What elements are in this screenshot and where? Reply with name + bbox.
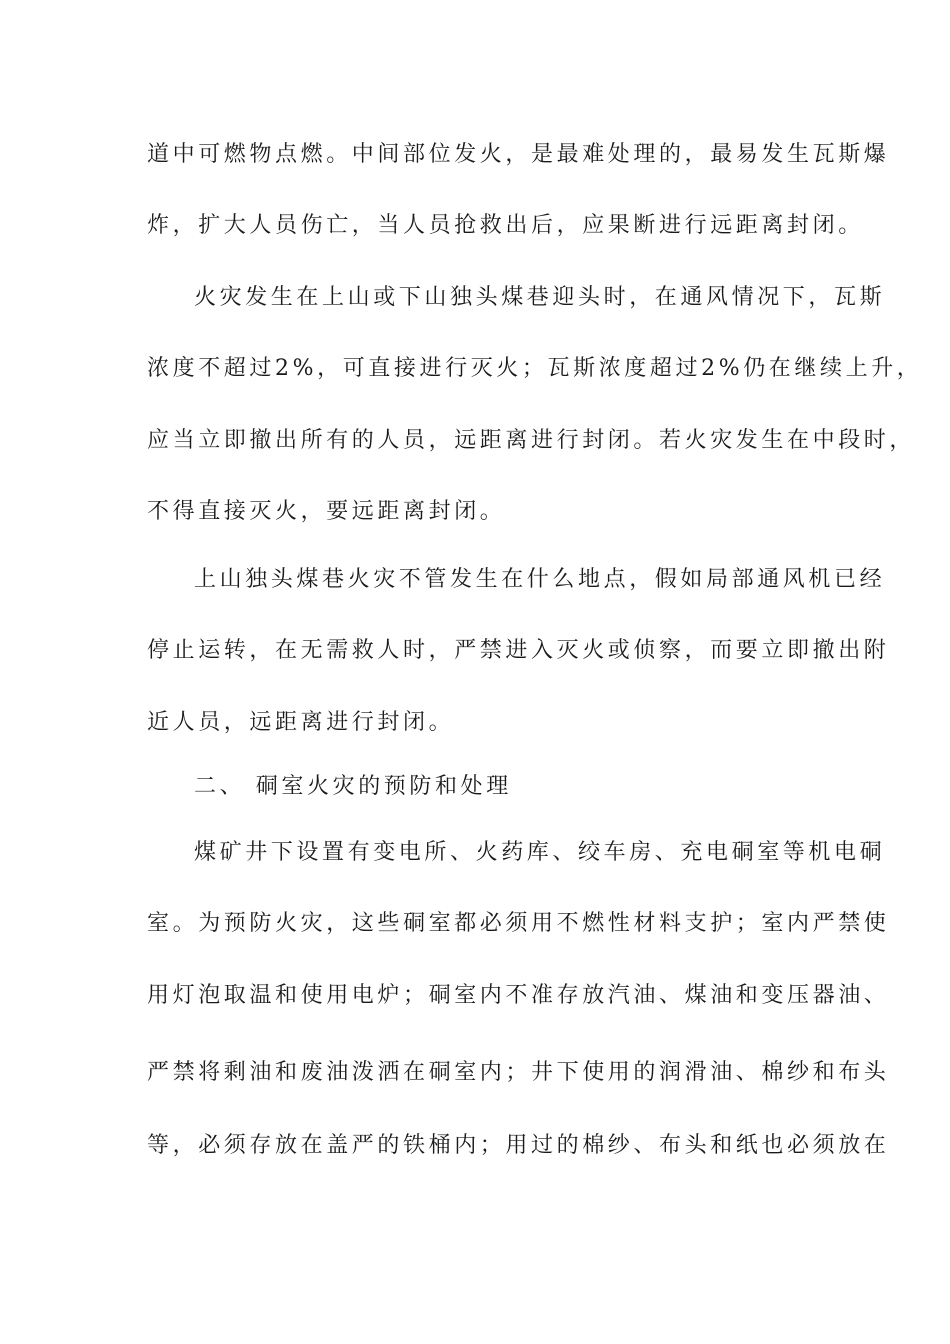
paragraph-line: 上山独头煤巷火灾不管发生在什么地点，假如局部通风机已经 [194,567,886,592]
paragraph-line: 严禁将剩油和废油泼洒在硐室内；井下使用的润滑油、棉纱和布头 [147,1060,890,1085]
paragraph-line: 道中可燃物点燃。中间部位发火，是最难处理的，最易发生瓦斯爆 [147,142,890,167]
paragraph-line: 近人员，远距离进行封闭。 [147,710,455,735]
paragraph-line: 用灯泡取温和使用电炉；硐室内不准存放汽油、煤油和变压器油、 [147,983,890,1008]
paragraph-line: 炸，扩大人员伤亡，当人员抢救出后，应果断进行远距离封闭。 [147,213,864,238]
paragraph-line: 等，必须存放在盖严的铁桶内；用过的棉纱、布头和纸也必须放在 [147,1133,890,1158]
paragraph-line: 室。为预防火灾，这些硐室都必须用不燃性材料支护；室内严禁使 [147,911,890,936]
paragraph-line: 不得直接灭火，要远距离封闭。 [147,499,506,524]
paragraph-line: 停止运转，在无需救人时，严禁进入灭火或侦察，而要立即撤出附 [147,638,890,663]
section-heading: 二、 硐室火灾的预防和处理 [194,774,512,799]
paragraph-line: 浓度不超过2%，可直接进行灭火；瓦斯浓度超过2%仍在继续上升， [147,356,923,381]
paragraph-line: 煤矿井下设置有变电所、火药库、绞车房、充电硐室等机电硐 [194,840,886,865]
paragraph-line: 火灾发生在上山或下山独头煤巷迎头时，在通风情况下，瓦斯 [194,285,886,310]
paragraph-line: 应当立即撤出所有的人员，远距离进行封闭。若火灾发生在中段时， [147,428,916,453]
